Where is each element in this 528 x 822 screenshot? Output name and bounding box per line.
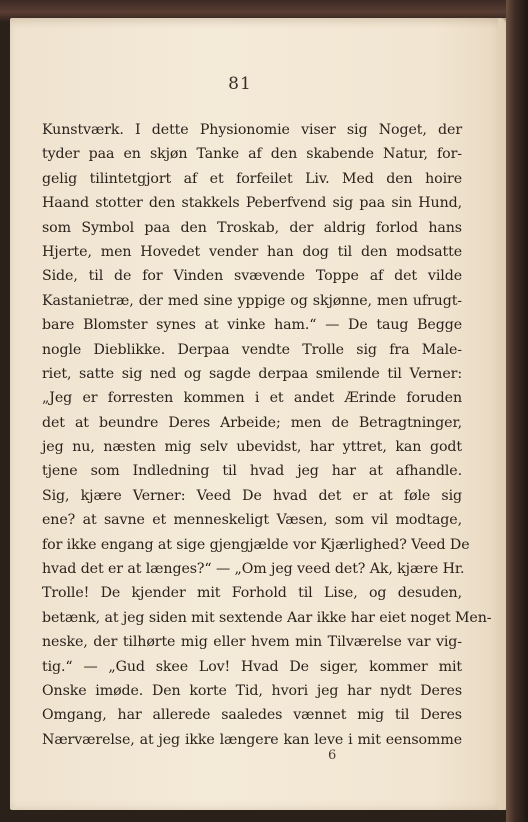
- text-line: gelig tilintetgjort af et forfeilet Liv. Med den hoire: [42, 170, 462, 187]
- text-line: ene? at savne et menneskeligt Væsen, som vil modtage,: [42, 512, 462, 529]
- text-line: Onske imøde. Den korte Tid, hvori jeg har nydt Deres: [42, 682, 462, 699]
- text-line: Trolle! De kjender mit Forhold til Lise, og desuden,: [42, 585, 462, 602]
- text-line: Side, til de for Vinden svævende Toppe af det vilde: [42, 268, 462, 285]
- signature-mark: 6: [328, 748, 337, 763]
- text-line: tyder paa en skjøn Tanke af den skabende Natur, for-: [42, 146, 462, 163]
- text-line: hvad det er at længes?“ — „Om jeg veed det? Ak, kjære Hr.: [42, 561, 465, 578]
- text-line: betænk, at jeg siden mit sextende Aar ikke har eiet noget Men-: [42, 609, 492, 626]
- body-text: [42, 118, 492, 752]
- text-line: for ikke engang at sige gjengjælde vor Kjærlighed? Veed De: [42, 536, 470, 553]
- text-line: som Symbol paa den Troskab, der aldrig forlod hans: [42, 219, 462, 236]
- text-line: neske, der tilhørte mig eller hvem min Tilværelse var vig-: [42, 634, 462, 651]
- text-line: bare Blomster synes at vinke ham.“ — De taug Begge: [42, 317, 462, 334]
- text-line: Omgang, har allerede saaledes vænnet mig til Deres: [42, 707, 462, 724]
- book-page: [10, 18, 506, 810]
- text-line: Kastanietræ, der med sine yppige og skjønne, men ufrugt-: [42, 292, 462, 309]
- text-line: riet, satte sig ned og sagde derpaa smilende til Verner:: [42, 365, 462, 382]
- text-line: jeg nu, næsten mig selv ubevidst, har yttret, kan godt: [42, 439, 462, 456]
- text-line: Hjerte, men Hovedet vender han dog til den modsatte: [42, 243, 462, 260]
- book-spine: [506, 0, 528, 822]
- text-line: Haand stotter den stakkels Peberfvend sig paa sin Hund,: [42, 195, 462, 212]
- text-line: tjene som Indledning til hvad jeg har at afhandle.: [42, 463, 462, 480]
- text-line: Sig, kjære Verner: Veed De hvad det er at føle sig: [42, 487, 462, 504]
- text-line: det at beundre Deres Arbeide; men de Betragtninger,: [42, 414, 462, 431]
- text-line: „Jeg er forresten kommen i et andet Ærinde foruden: [42, 390, 462, 407]
- page-number: 81: [228, 74, 252, 94]
- text-line: Nærværelse, at jeg ikke længere kan leve i mit eensomme: [42, 731, 462, 748]
- text-line: nogle Dieblikke. Derpaa vendte Trolle sig fra Male-: [42, 341, 462, 358]
- text-line: Kunstværk. I dette Physionomie viser sig Noget, der: [42, 122, 462, 138]
- text-line: tig.“ — „Gud skee Lov! Hvad De siger, kommer mit: [42, 658, 462, 675]
- page-edge: [498, 18, 506, 810]
